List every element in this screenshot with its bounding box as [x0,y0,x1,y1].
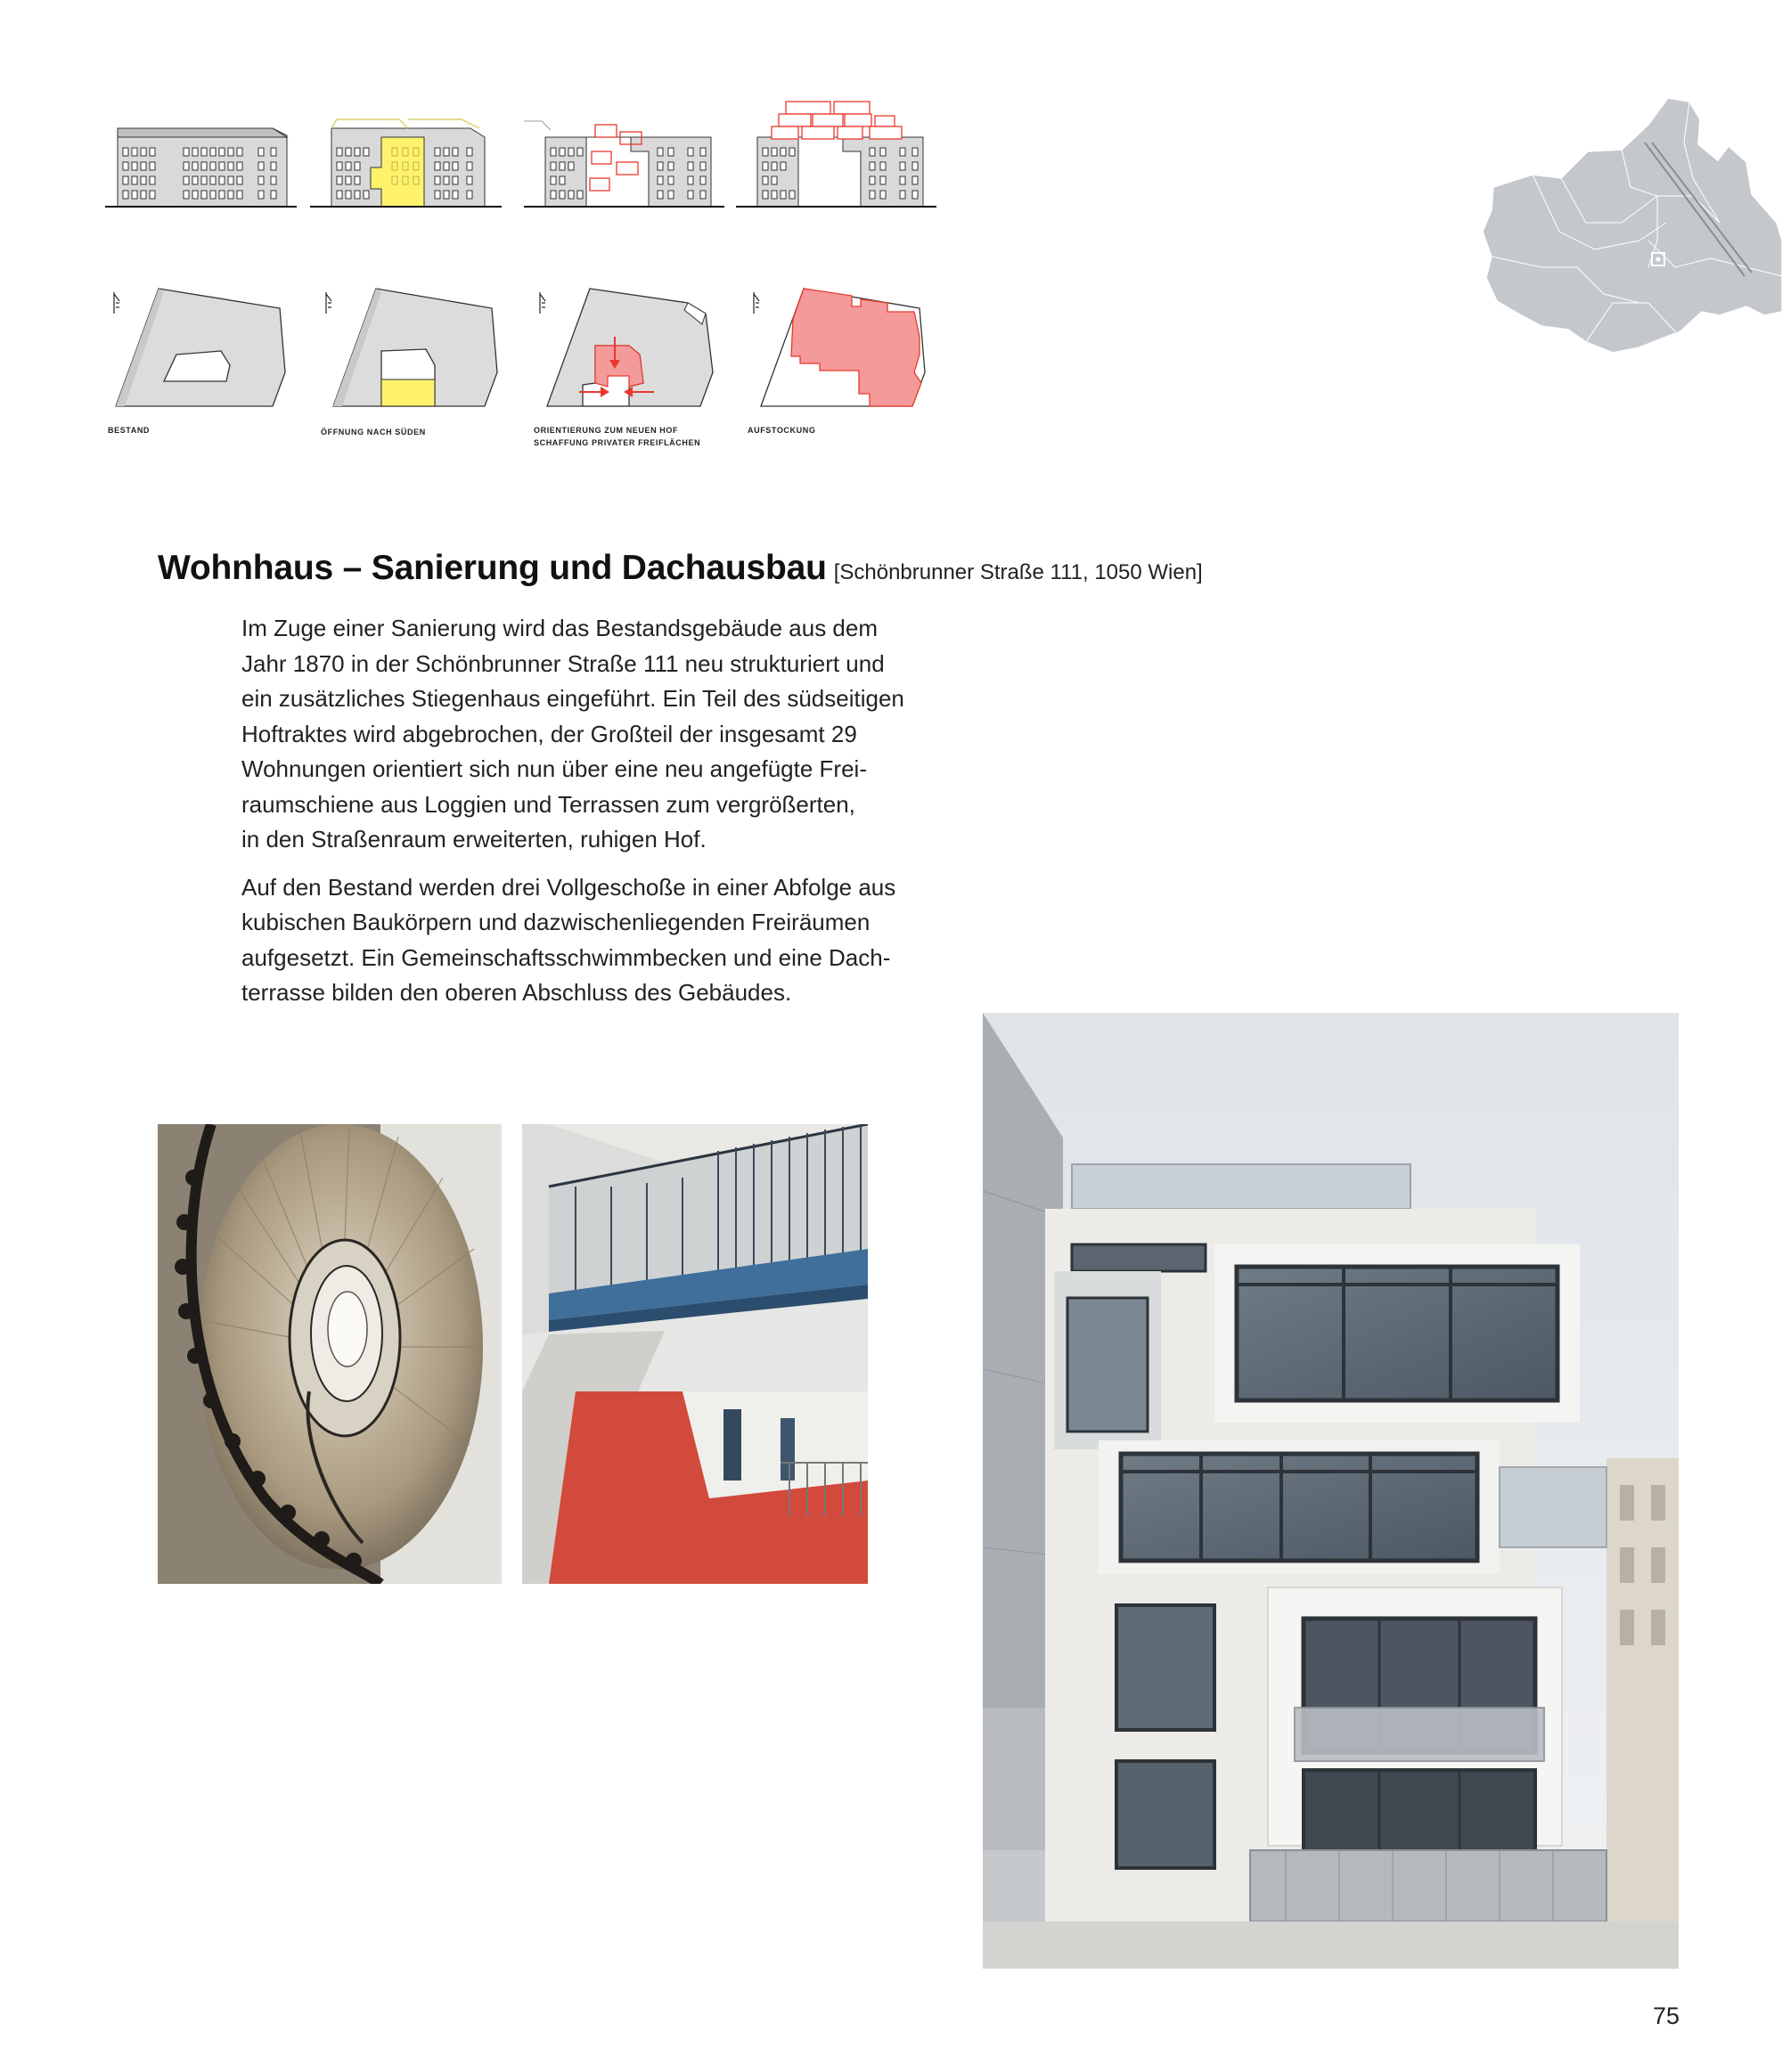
siteplan-aufstockung [745,283,941,417]
title-text: Wohnhaus – Sanierung und Dachausbau [158,549,827,587]
text-line: in den Straßenraum erweiterten, ruhigen Hof. [241,826,707,852]
caption-line: BESTAND [108,426,151,435]
title-address: [Schönbrunner Straße 111, 1050 Wien] [833,560,1203,584]
siteplan-bestand [105,283,301,417]
north-arrow-icon [754,292,759,314]
text-line: Im Zuge einer Sanierung wird das Bestandsgebäude aus dem [241,615,878,641]
caption-line: ÖFFNUNG NACH SÜDEN [321,428,426,436]
siteplan-oeffnung [317,283,513,417]
elevation-oeffnung [310,116,506,214]
caption-oeffnung [321,426,426,438]
text-line: terrasse bilden den oberen Abschluss des Gebäudes. [241,979,792,1006]
article-title [158,549,1203,588]
caption-bestand [108,424,150,436]
caption-line: AUFSTOCKUNG [748,426,816,435]
text-line: ein zusätzliches Stiegenhaus eingeführt. Ein Teil des südseitigen [241,685,904,712]
caption-line: ORIENTIERUNG ZUM NEUEN HOF [534,426,679,435]
text-line: raumschiene aus Loggien und Terrassen zum vergrößerten, [241,790,855,818]
north-arrow-icon [540,292,545,314]
text-line: kubischen Baukörpern und dazwischenliegenden Freiräumen [241,909,871,935]
caption-orientierung [534,424,700,449]
text-line: Wohnungen orientiert sich nun über eine neu angefügte Frei- [241,755,867,782]
north-arrow-icon [114,292,119,314]
paragraph [241,611,936,858]
page-number: 75 [1653,2003,1680,2029]
elevation-aufstockung [736,98,941,214]
siteplan-orientierung [531,283,727,417]
north-arrow-icon [326,292,331,314]
photo-staircase [158,1124,502,1584]
photo-facade [983,1013,1679,1969]
text-line: Auf den Bestand werden drei Vollgeschoße in einer Abfolge aus [241,873,896,901]
article-body [241,611,936,1024]
elevation-orientierung [524,116,729,214]
text-line: aufgesetzt. Ein Gemeinschaftsschwimmbecken und eine Dach- [241,943,891,971]
text-line: Hoftraktes wird abgebrochen, der Großteil der insgesamt 29 [241,720,857,747]
paragraph [241,870,936,1011]
elevation-bestand [105,116,301,214]
vienna-location-map [1479,89,1782,365]
caption-aufstockung [748,424,815,436]
photo-corridor [522,1124,868,1584]
text-line: Jahr 1870 in der Schönbrunner Straße 111 neu strukturiert und [241,649,885,677]
caption-line: SCHAFFUNG PRIVATER FREIFLÄCHEN [534,438,701,447]
